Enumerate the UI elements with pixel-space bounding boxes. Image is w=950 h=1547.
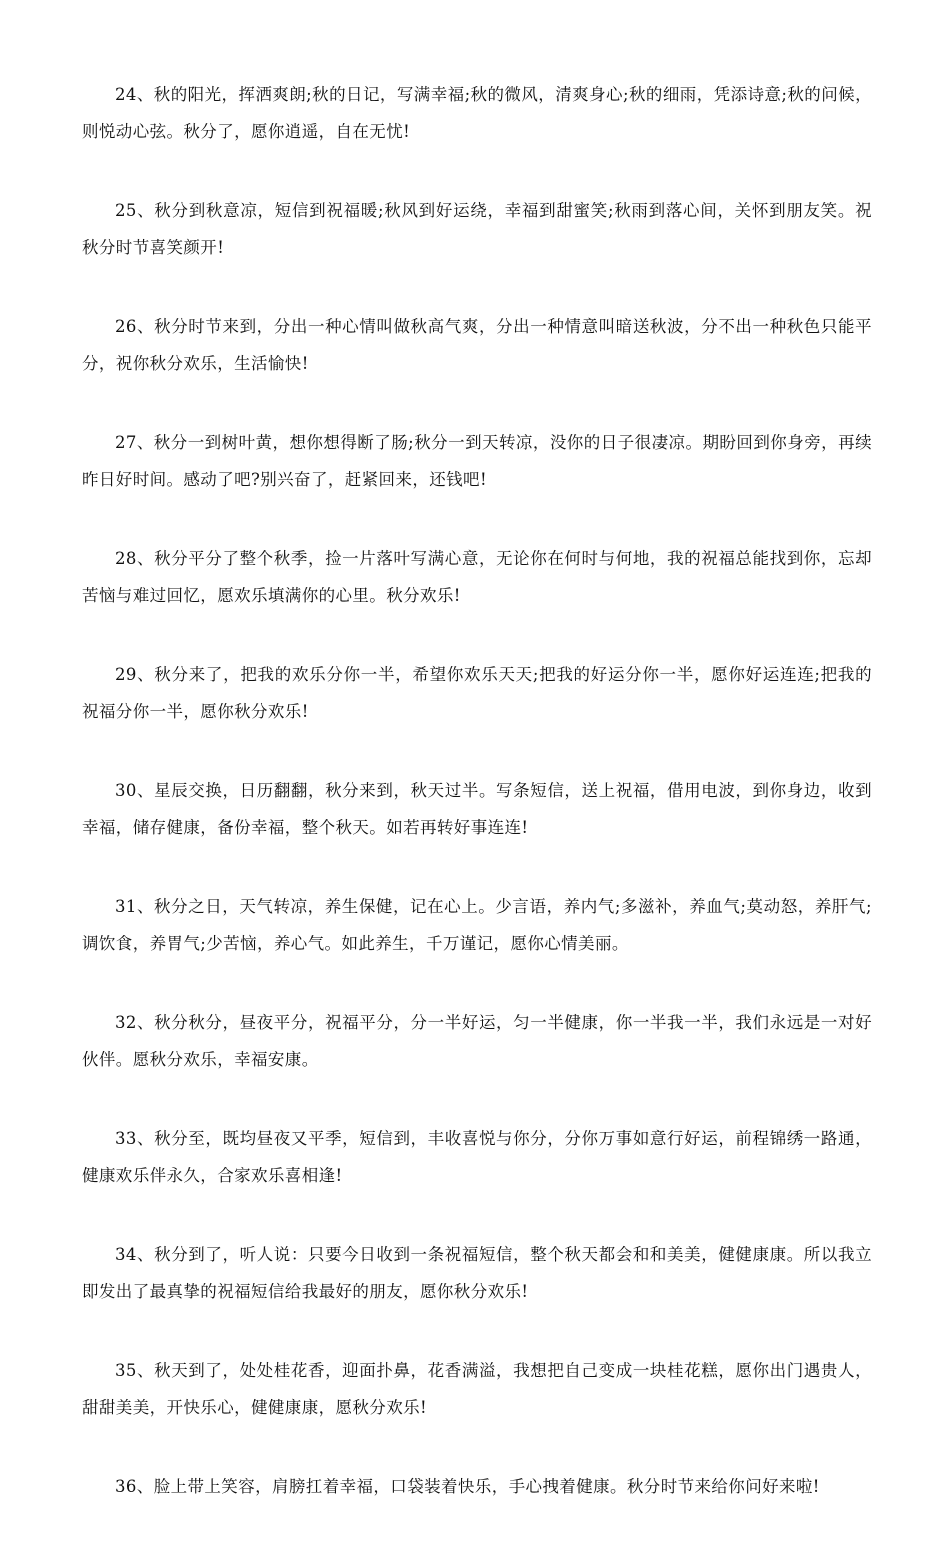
document-body — [82, 76, 872, 1547]
paragraph-34: 34、秋分到了，听人说：只要今日收到一条祝福短信，整个秋天都会和和美美，健健康康。所以我立即发出了最真挚的祝福短信给我最好的朋友，愿你秋分欢乐! — [82, 1245, 872, 1301]
paragraph-26: 26、秋分时节来到，分出一种心情叫做秋高气爽，分出一种情意叫暗送秋波，分不出一种秋色只能平分，祝你秋分欢乐，生活愉快! — [82, 317, 872, 373]
paragraph-33: 33、秋分至，既均昼夜又平季，短信到，丰收喜悦与你分，分你万事如意行好运，前程锦绣一路通，健康欢乐伴永久，合家欢乐喜相逢! — [82, 1129, 872, 1185]
paragraph-30: 30、星辰交换，日历翻翻，秋分来到，秋天过半。写条短信，送上祝福，借用电波，到你身边，收到幸福，储存健康，备份幸福，整个秋天。如若再转好事连连! — [82, 781, 872, 837]
paragraph-29: 29、秋分来了，把我的欢乐分你一半，希望你欢乐天天;把我的好运分你一半，愿你好运连连;把我的祝福分你一半，愿你秋分欢乐! — [82, 665, 872, 721]
paragraph-27: 27、秋分一到树叶黄，想你想得断了肠;秋分一到天转凉，没你的日子很凄凉。期盼回到你身旁，再续昨日好时间。感动了吧?别兴奋了，赶紧回来，还钱吧! — [82, 433, 872, 489]
paragraph-31: 31、秋分之日，天气转凉，养生保健，记在心上。少言语，养内气;多滋补，养血气;莫动怒，养肝气;调饮食，养胃气;少苦恼，养心气。如此养生，千万谨记，愿你心情美丽。 — [82, 897, 872, 953]
paragraph-32: 32、秋分秋分，昼夜平分，祝福平分，分一半好运，匀一半健康，你一半我一半，我们永远是一对好伙伴。愿秋分欢乐，幸福安康。 — [82, 1013, 872, 1069]
paragraph-28: 28、秋分平分了整个秋季，捡一片落叶写满心意，无论你在何时与何地，我的祝福总能找到你，忘却苦恼与难过回忆，愿欢乐填满你的心里。秋分欢乐! — [82, 549, 872, 605]
paragraph-24: 24、秋的阳光，挥洒爽朗;秋的日记，写满幸福;秋的微风，清爽身心;秋的细雨，凭添诗意;秋的问候，则悦动心弦。秋分了，愿你逍遥，自在无忧! — [82, 85, 872, 141]
paragraph-35: 35、秋天到了，处处桂花香，迎面扑鼻，花香满溢，我想把自己变成一块桂花糕，愿你出门遇贵人，甜甜美美，开快乐心，健健康康，愿秋分欢乐! — [82, 1361, 872, 1417]
paragraph-36: 36、脸上带上笑容，肩膀扛着幸福，口袋装着快乐，手心拽着健康。秋分时节来给你问好来啦! — [115, 1477, 820, 1496]
paragraph-25: 25、秋分到秋意凉，短信到祝福暖;秋风到好运绕，幸福到甜蜜笑;秋雨到落心间，关怀到朋友笑。祝秋分时节喜笑颜开! — [82, 201, 872, 257]
